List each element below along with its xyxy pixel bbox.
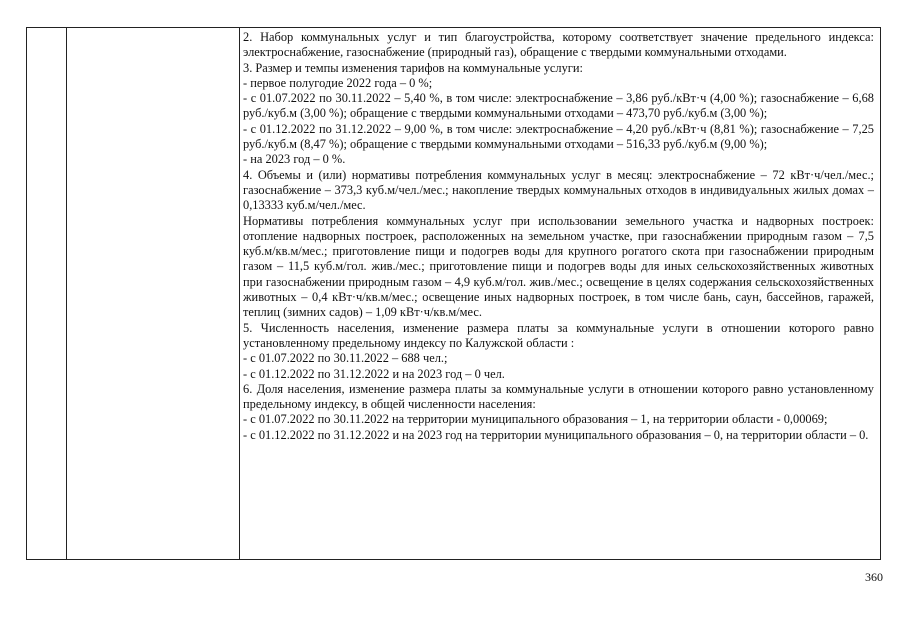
paragraph-share-jul-nov: - с 01.07.2022 по 30.11.2022 на территории муниципального образования – 1, на территории области - 0,00069; [243,412,828,427]
document-table [26,27,881,560]
paragraph-land-plot-norms: Нормативы потребления коммунальных услуг при использовании земельного участка и надворных построек: отопление надворных построек, расположенных на земельном участке, при газоснабжении природным газом – 7,5 куб.м/кв.м/мес.; приготовление пищи и подогрев воды для крупного рогатого скота при газоснабжении природным газом – 11,5 куб.м/гол. жив./мес.; приготовление пищи и подогрев воды для иных сельскохозяйственных животных при газоснабжении природным газом – 4,9 куб.м/гол. жив./мес.; освещение в целях содержания сельскохозяйственных животных – 0,4 кВт·ч/кв.м/мес.; освещение иных надворных построек, в том числе бань, саун, бассейнов, гаражей, теплиц (зимних садов) – 1,09 кВт·ч/кв.м/мес. [243,213,874,320]
paragraph-tariffs-jul-nov-2022: - с 01.07.2022 по 30.11.2022 – 5,40 %, в том числе: электроснабжение – 3,86 руб./кВт·ч (4,00 %); газоснабжение – 6,68 руб./куб.м (3,00 %); обращение с твердыми коммунальными отходами – 473,70 руб./куб.м (3,00 %); [243,91,874,121]
paragraph-population-jul-nov: - с 01.07.2022 по 30.11.2022 – 688 чел.; [243,351,448,366]
table-column-title [67,28,240,559]
table-column-number [27,28,67,559]
paragraph-consumption-norms: 4. Объемы и (или) нормативы потребления коммунальных услуг в месяц: электроснабжение – 72 кВт·ч/чел./мес.; газоснабжение – 373,3 куб.м/чел./мес.; накопление твердых коммунальных отходов в индивидуальных жилых домах – 0,13333 куб.м/чел./мес. [243,167,874,213]
paragraph-share-dec-2023: - с 01.12.2022 по 31.12.2022 и на 2023 год на территории муниципального образования – 0, на территории области – 0. [243,427,869,442]
paragraph-population-heading: 5. Численность населения, изменение размера платы за коммунальные услуги в отношении которого равно установленному предельному индексу по Калужской области : [243,320,874,350]
page-number: 360 [865,570,883,584]
paragraph-share-heading: 6. Доля населения, изменение размера платы за коммунальные услуги в отношении которого равно установленному предельному индексу, в общей численности населения: [243,381,874,412]
paragraph-tariffs-2023: - на 2023 год – 0 %. [243,152,346,167]
paragraph-services-set: 2. Набор коммунальных услуг и тип благоустройства, которому соответствует значение предельного индекса: электроснабжение, газоснабжение (природный газ), обращение с твердыми коммунальными отходами. [243,30,874,60]
paragraph-tariffs-dec-2022: - с 01.12.2022 по 31.12.2022 – 9,00 %, в том числе: электроснабжение – 4,20 руб./кВт·ч (8,81 %); газоснабжение – 7,25 руб./куб.м (8,47 %); обращение с твердыми коммунальными отходами – 516,33 руб./куб.м (9,00 %); [243,121,874,152]
paragraph-population-dec-2023: - с 01.12.2022 по 31.12.2022 и на 2023 год – 0 чел. [243,366,505,381]
paragraph-tariffs-heading: 3. Размер и темпы изменения тарифов на коммунальные услуги: [243,60,583,75]
paragraph-tariffs-h1-2022: - первое полугодие 2022 года – 0 %; [243,75,433,90]
table-column-content [240,28,880,559]
